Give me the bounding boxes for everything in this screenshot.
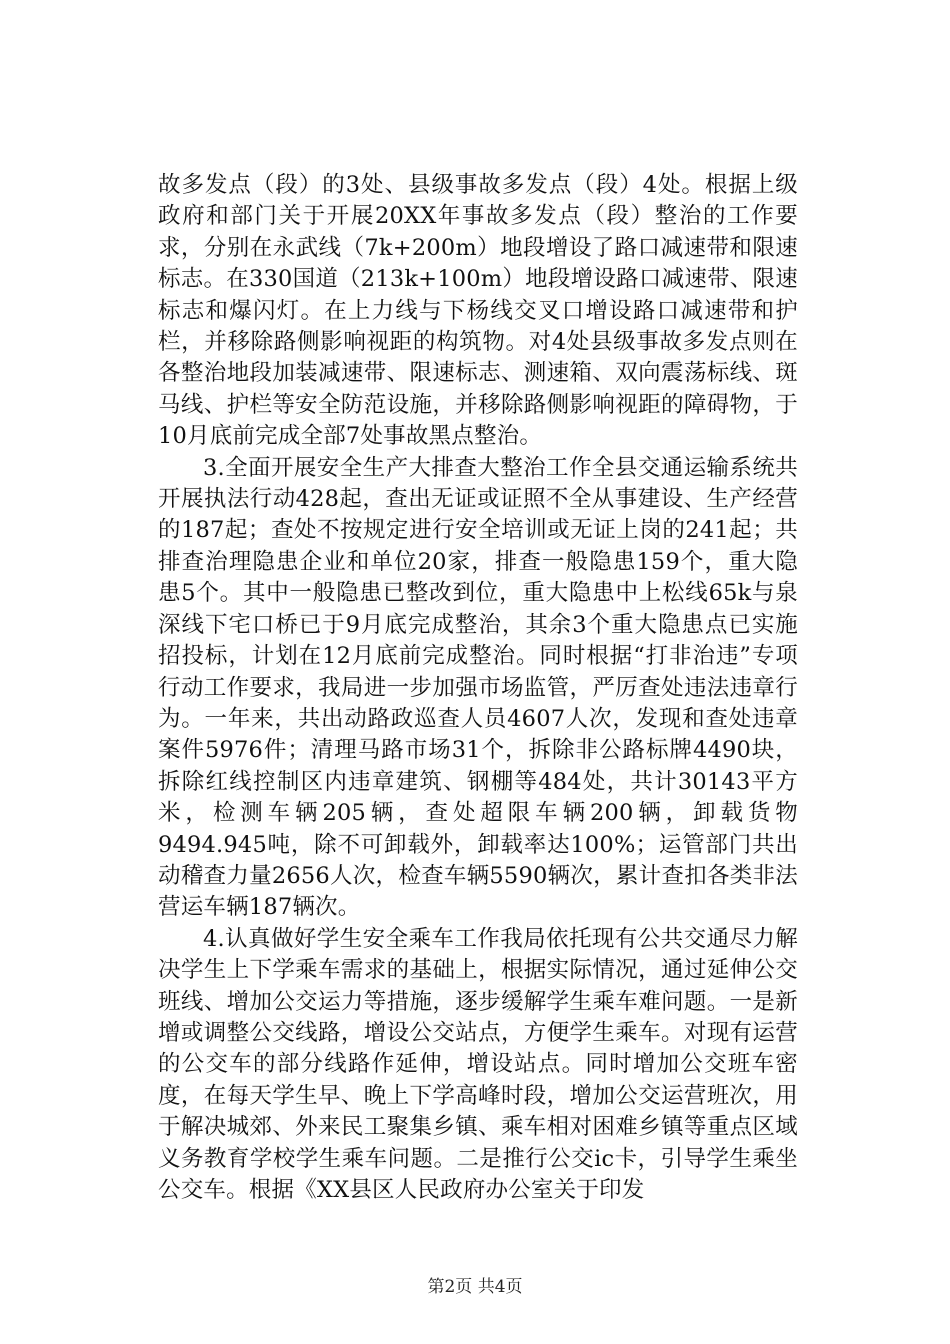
document-body bbox=[158, 170, 798, 1206]
page-footer bbox=[0, 1272, 950, 1297]
paragraph-continuation: 故多发点（段）的3处、县级事故多发点（段）4处。根据上级政府和部门关于开展20XX年事故多发点（段）整治的工作要求，分别在永武线（7k+200m）地段增设了路口减速带和限速标志。在330国道（213k+100m）地段增设路口减速带、限速标志和爆闪灯。在上力线与下杨线交叉口增设路口减速带和护栏，并移除路侧影响视距的构筑物。对4处县级事故多发点则在各整治地段加装减速带、限速标志、测速箱、双向震荡标线、斑马线、护栏等安全防范设施，并移除路侧影响视距的障碍物，于10月底前完成全部7处事故黑点整治。 bbox=[158, 172, 798, 450]
paragraph-section-3: 3.全面开展安全生产大排查大整治工作全县交通运输系统共开展执法行动428起，查出无证或证照不全从事建设、生产经营的187起；查处不按规定进行安全培训或无证上岗的241起；共排查治理隐患企业和单位20家，排查一般隐患159个，重大隐患5个。其中一般隐患已整改到位，重大隐患中上松线65k与泉深线下宅口桥已于9月底完成整治，其余3个重大隐患点已实施招投标，计划在12月底前完成整治。同时根据“打非治违”专项行动工作要求，我局进一步加强市场监管，严厉查处违法违章行为。一年来，共出动路政巡查人员4607人次，发现和查处违章案件5976件；清理马路市场31个，拆除非公路标牌4490块，拆除红线控制区内违章建筑、钢棚等484处，共计30143平方米，检测车辆205辆，查处超限车辆200辆，卸载货物9494.945吨，除不可卸载外，卸载率达100%；运管部门共出动稽查力量2656人次，检查车辆5590辆次，累计查扣各类非法营运车辆187辆次。 bbox=[158, 454, 798, 921]
page-number-indicator: 第2页 共4页 bbox=[427, 1277, 523, 1297]
paragraph-section-4: 4.认真做好学生安全乘车工作我局依托现有公共交通尽力解决学生上下学乘车需求的基础上，根据实际情况，通过延伸公交班线、增加公交运力等措施，逐步缓解学生乘车难问题。一是新增或调整公交线路，增设公交站点，方便学生乘车。对现有运营的公交车的部分线路作延伸，增设站点。同时增加公交班车密度，在每天学生早、晚上下学高峰时段，增加公交运营班次，用于解决城郊、外来民工聚集乡镇、乘车相对困难乡镇等重点区域义务教育学校学生乘车问题。二是推行公交ic卡，引导学生乘坐公交车。根据《XX县区人民政府办公室关于印发 bbox=[158, 925, 798, 1203]
